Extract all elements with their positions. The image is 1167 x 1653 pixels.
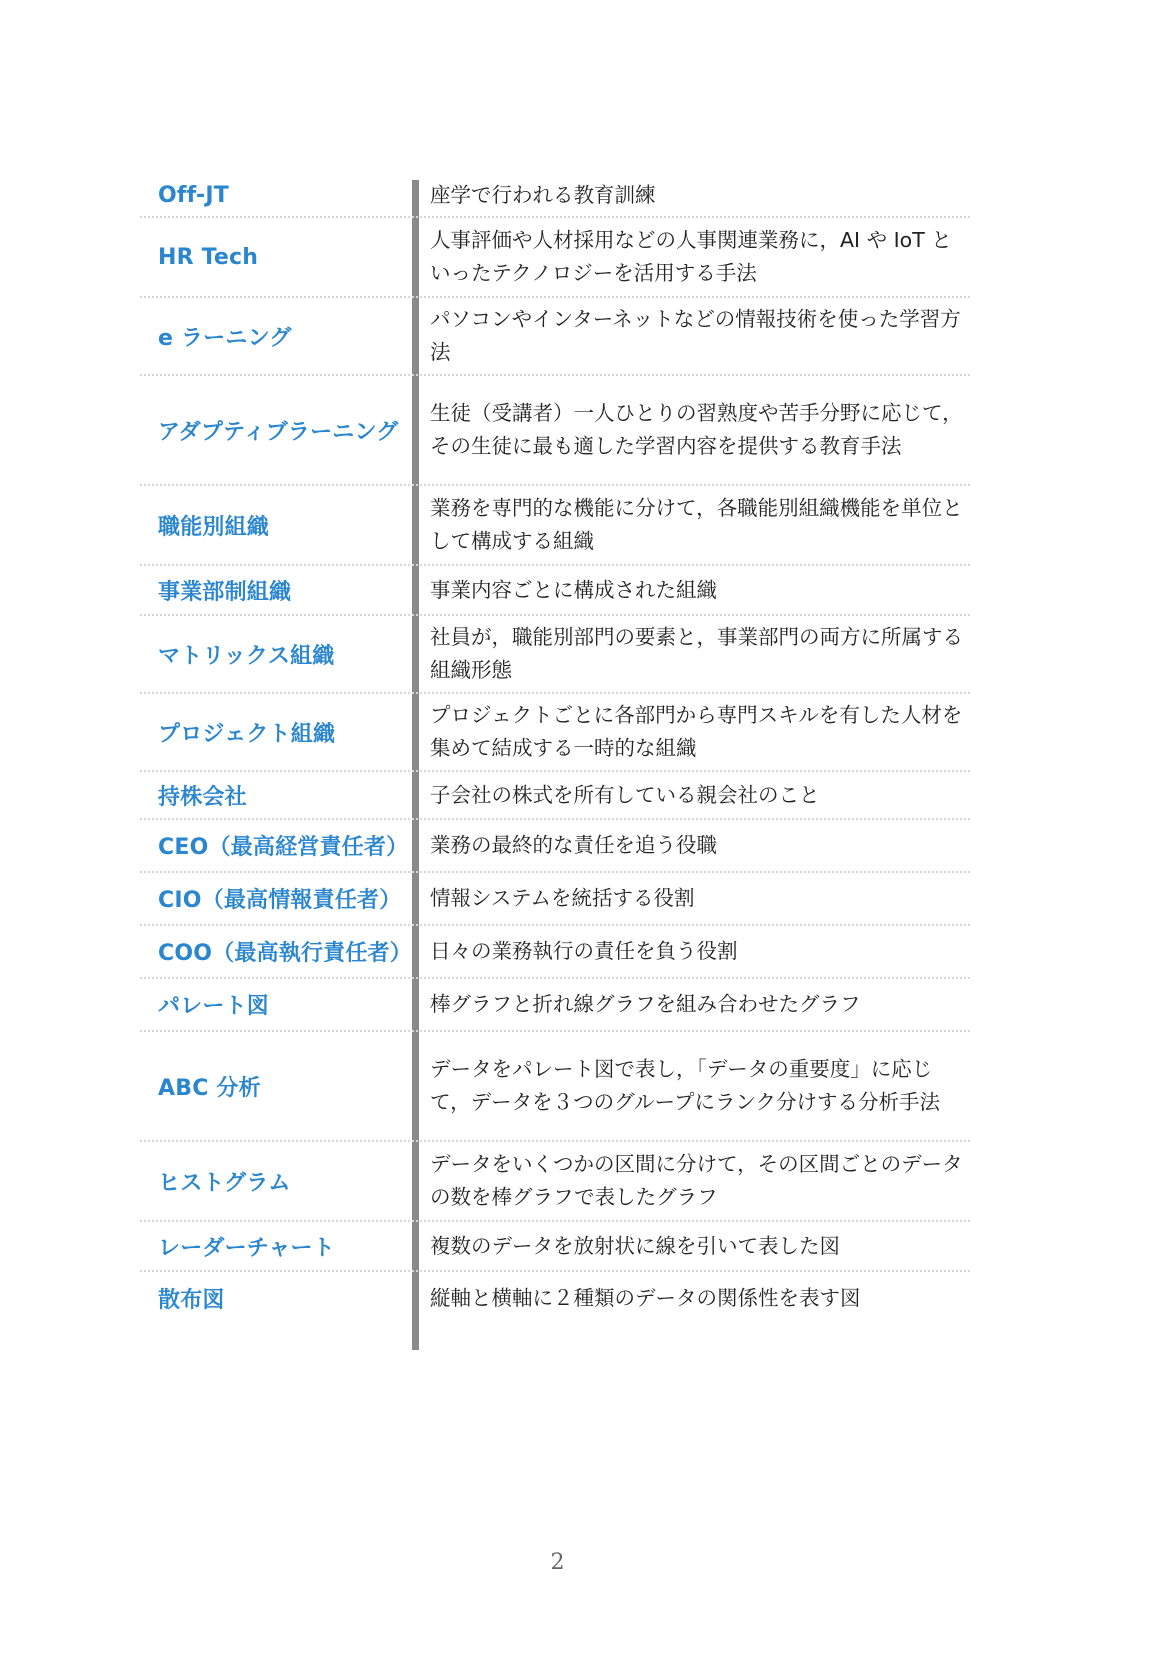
glossary-definition: プロジェクトごとに各部門から専門スキルを有した人材を集めて結成する一時的な組織 [430,703,963,760]
glossary-term: 職能別組織 [158,514,270,540]
glossary-term: ヒストグラム [158,1170,291,1196]
glossary-row [140,1032,970,1142]
glossary-term: プロジェクト組織 [158,721,336,747]
glossary-row [140,175,970,218]
glossary-row [140,218,970,298]
glossary-term: アダプティブラーニング [158,419,399,445]
glossary-row [140,873,970,926]
glossary-definition: 業務の最終的な責任を追う役職 [430,833,717,857]
glossary-term: 散布図 [158,1287,225,1313]
glossary-term: 持株会社 [158,784,247,810]
glossary-term: CEO（最高経営責任者） [158,835,409,860]
glossary-definition: 生徒（受講者）一人ひとりの習熟度や苦手分野に応じて，その生徒に最も適した学習内容を提供する教育手法 [430,401,963,458]
glossary-definition: データをパレート図で表し，「データの重要度」に応じて，データを３つのグループにランク分けする分析手法 [430,1057,941,1114]
glossary-row [140,979,970,1032]
glossary-row [140,820,970,873]
glossary-row [140,694,970,772]
glossary-definition: 人事評価や人材採用などの人事関連業務に，AI や IoT といったテクノロジーを活用する手法 [430,228,952,285]
glossary-definition: 座学で行われる教育訓練 [430,183,656,207]
glossary-definition: 業務を専門的な機能に分けて，各職能別組織機能を単位として構成する組織 [430,496,963,553]
glossary-term: COO（最高執行責任者） [158,941,412,966]
glossary-definition: 縦軸と横軸に２種類のデータの関係性を表す図 [430,1285,861,1310]
glossary-term: HR Tech [158,244,259,270]
glossary-term: マトリックス組織 [158,643,335,669]
glossary-definition: 社員が，職能別部門の要素と，事業部門の両方に所属する組織形態 [430,625,963,682]
glossary-row [140,298,970,376]
glossary-definition: 日々の業務執行の責任を負う役割 [430,939,738,963]
glossary-row [140,566,970,616]
glossary-row [140,616,970,694]
glossary-definition: 棒グラフと折れ線グラフを組み合わせたグラフ [430,992,861,1016]
glossary-term: Off-JT [158,183,229,208]
glossary-term: CIO（最高情報責任者） [158,888,402,913]
glossary-row [140,1142,970,1222]
glossary-definition: 事業内容ごとに構成された組織 [430,577,717,602]
glossary-term: 事業部制組織 [158,579,292,605]
glossary-definition: 情報システムを統括する役割 [430,886,695,910]
glossary-row [140,1272,970,1324]
glossary-row [140,1222,970,1272]
glossary-definition: データをいくつかの区間に分けて，その区間ごとのデータの数を棒グラフで表したグラフ [430,1152,963,1209]
glossary-row [140,376,970,486]
glossary-term: ABC 分析 [158,1075,261,1101]
glossary-definition: 子会社の株式を所有している親会社のこと [430,782,820,807]
glossary-term: レーダーチャート [158,1235,335,1261]
glossary-term: パレート図 [158,994,270,1019]
glossary-table [140,175,970,1324]
glossary-term: e ラーニング [158,325,292,351]
glossary-row [140,772,970,820]
glossary-definition: 複数のデータを放射状に線を引いて表した図 [430,1233,840,1258]
page-number: 2 [550,1550,565,1575]
glossary-row [140,486,970,566]
glossary-row [140,926,970,979]
glossary-definition: パソコンやインターネットなどの情報技術を使った学習方法 [430,307,961,364]
